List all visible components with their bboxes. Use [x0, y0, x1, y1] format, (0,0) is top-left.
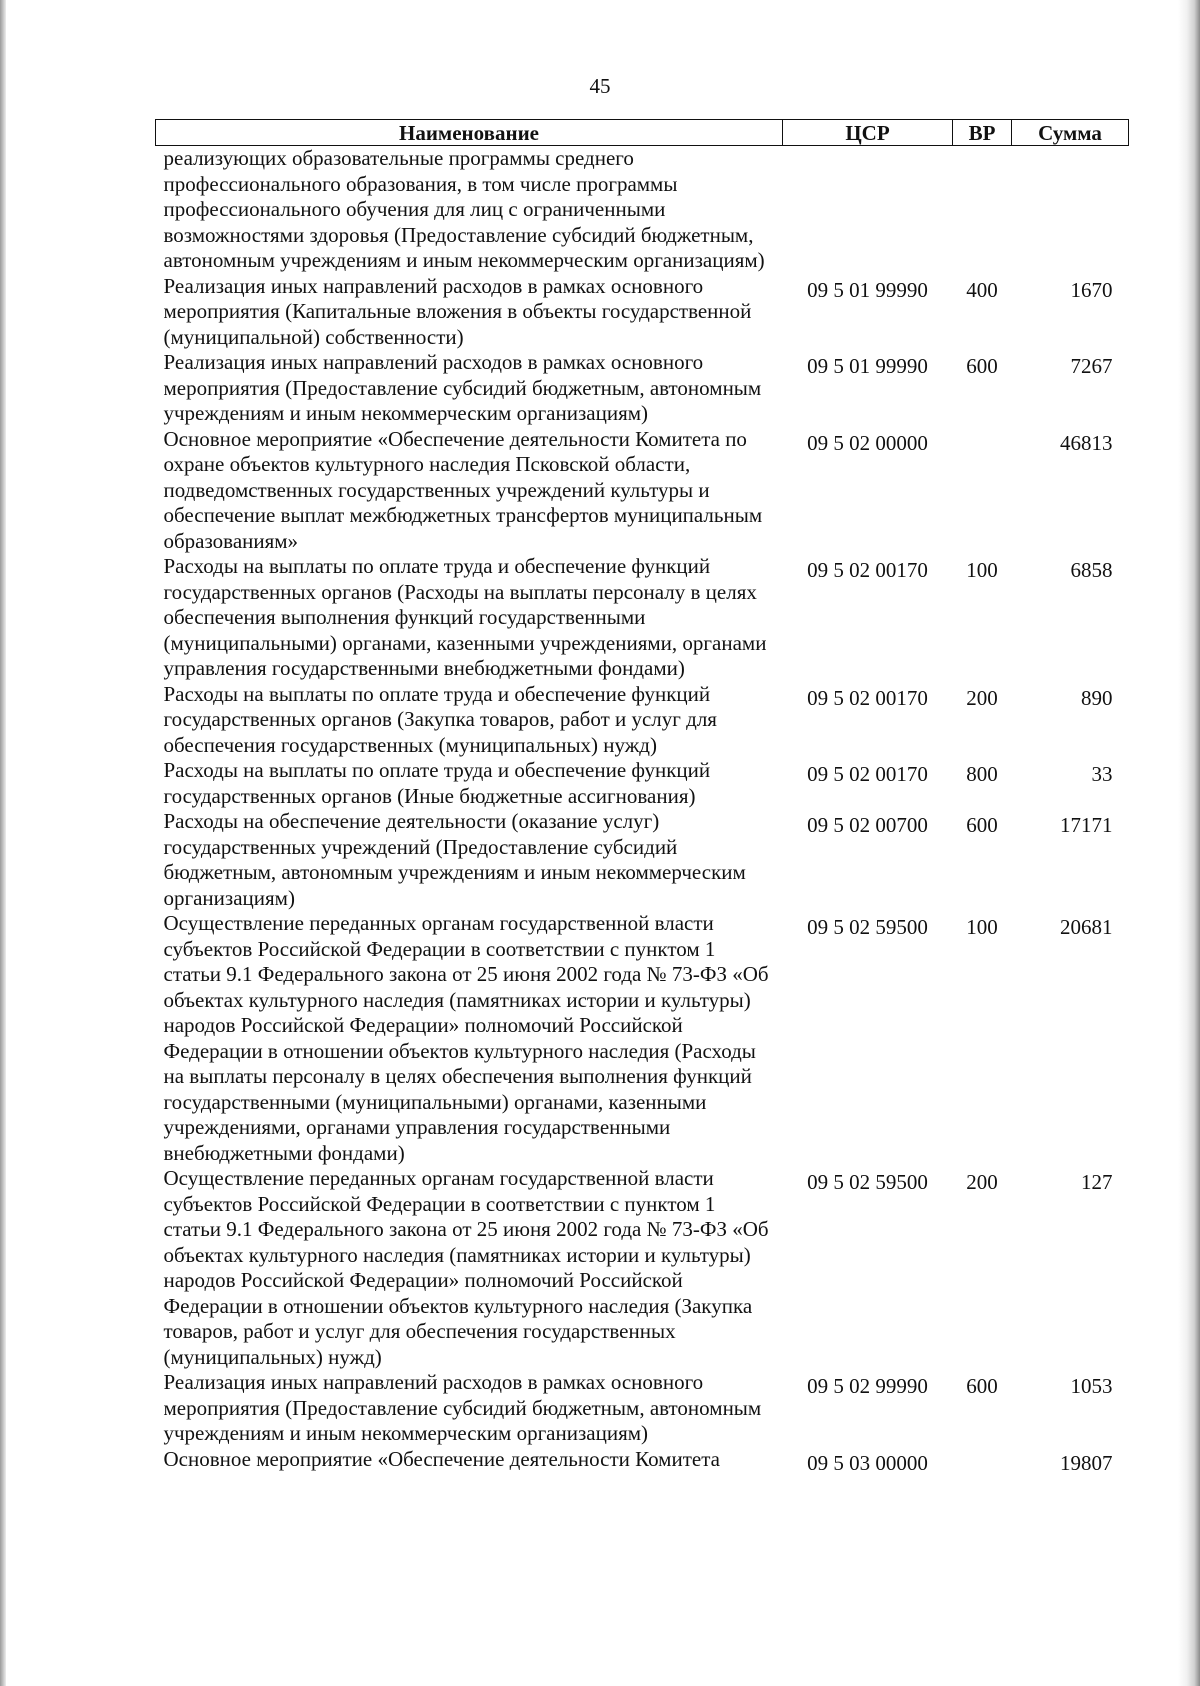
budget-table: [155, 119, 1129, 1476]
table-row: [156, 1370, 1129, 1447]
row-vr: 600: [966, 354, 998, 378]
row-sum: 1670: [1070, 277, 1113, 302]
row-name: реализующих образовательные программы среднего профессионального образования, в том числе программы профессионального обучения для лиц с ограниченными возможностями здоровья (Предоставление субсидий бюджетным, автономным учреждениям и иным некоммерческим организациям): [163, 146, 765, 272]
table-row: [156, 682, 1129, 759]
row-csr: 09 5 02 99990: [807, 1374, 928, 1398]
row-csr: 09 5 02 00170: [807, 685, 928, 710]
row-name: Реализация иных направлений расходов в рамках основного мероприятия (Предоставление субсидий бюджетным, автономным учреждениям и иным некоммерческим организациям): [163, 350, 762, 425]
row-sum: 20681: [1060, 915, 1113, 939]
table-row: [156, 146, 1129, 274]
row-csr: 09 5 03 00000: [807, 1450, 928, 1475]
table-row: [156, 1447, 1129, 1477]
table-row: [156, 1166, 1129, 1370]
table-header-row: [156, 120, 1129, 146]
row-name: Расходы на выплаты по оплате труда и обеспечение функций государственных органов (Расходы на выплаты персоналу в целях обеспечения выполнения функций государственными (муниципальными) органами, казенными учреждениями, органами управления государственными внебюджетными фондами): [163, 554, 767, 680]
row-csr: 09 5 02 59500: [807, 915, 928, 939]
row-sum: 46813: [1060, 430, 1113, 455]
row-csr: 09 5 01 99990: [807, 354, 928, 378]
table-row: [156, 554, 1129, 682]
row-csr: 09 5 02 00170: [807, 762, 928, 786]
scan-edge-right: [1178, 0, 1200, 1686]
row-vr: 600: [966, 1374, 998, 1398]
row-name: Осуществление переданных органам государственной власти субъектов Российской Федерации в соответствии с пунктом 1 статьи 9.1 Федерального закона от 25 июня 2002 года № 73-ФЗ «Об объектах культурного наследия (памятниках истории и культуры) народов Российской Федерации» полномочий Российской Федерации в отношении объектов культурного наследия (Закупка товаров, работ и услуг для обеспечения государственных (муниципальных) нужд): [163, 1166, 769, 1369]
row-sum: 1053: [1070, 1374, 1113, 1398]
row-sum: [1012, 146, 1129, 274]
page-number: 45: [589, 74, 611, 98]
row-sum: 19807: [1060, 1450, 1113, 1475]
row-name: Основное мероприятие «Обеспечение деятельности Комитета по охране объектов культурного наследия Псковской области, подведомственных государственных учреждений культуры и обеспечение выплат межбюджетных трансфертов муниципальным образованиям»: [163, 426, 763, 553]
row-name: Расходы на обеспечение деятельности (оказание услуг) государственных учреждений (Предоставление субсидий бюджетным, автономным учреждениям и иным некоммерческим организациям): [163, 809, 746, 910]
row-sum: 7267: [1070, 354, 1113, 378]
table-row: [156, 758, 1129, 809]
row-name: Расходы на выплаты по оплате труда и обеспечение функций государственных органов (Иные бюджетные ассигнования): [163, 758, 711, 808]
row-csr: 09 5 02 00700: [807, 813, 928, 837]
header-name: Наименование: [156, 120, 783, 146]
header-sum: Сумма: [1012, 120, 1129, 146]
row-vr: 600: [966, 813, 998, 837]
table-row: [156, 427, 1129, 555]
table-row: [156, 274, 1129, 351]
row-name: Осуществление переданных органам государственной власти субъектов Российской Федерации в соответствии с пунктом 1 статьи 9.1 Федерального закона от 25 июня 2002 года № 73-ФЗ «Об объектах культурного наследия (памятниках истории и культуры) народов Российской Федерации» полномочий Российской Федерации в отношении объектов культурного наследия (Расходы на выплаты персоналу в целях обеспечения выполнения функций государственными (муниципальными) органами, казенными учреждениями, органами управления государственными внебюджетными фондами): [163, 911, 769, 1165]
header-csr: ЦСР: [783, 120, 953, 146]
header-vr: ВР: [953, 120, 1012, 146]
row-name: Расходы на выплаты по оплате труда и обеспечение функций государственных органов (Закупка товаров, работ и услуг для обеспечения государственных (муниципальных) нужд): [163, 681, 717, 757]
table-row: [156, 911, 1129, 1166]
row-sum: 127: [1081, 1170, 1113, 1194]
row-csr: 09 5 02 59500: [807, 1170, 928, 1194]
row-csr: 09 5 02 00000: [807, 430, 928, 455]
row-vr: 400: [966, 277, 998, 302]
row-vr: 800: [966, 762, 998, 786]
row-vr: 200: [966, 1170, 998, 1194]
row-sum: 17171: [1060, 813, 1113, 837]
row-sum: 6858: [1070, 558, 1113, 582]
row-name: Реализация иных направлений расходов в рамках основного мероприятия (Капитальные вложения в объекты государственной (муниципальной) собственности): [163, 273, 752, 349]
row-vr: 100: [966, 558, 998, 582]
table-row: [156, 809, 1129, 911]
row-sum: 890: [1081, 685, 1113, 710]
scan-edge-left: [0, 0, 6, 1686]
row-name: Основное мероприятие «Обеспечение деятельности Комитета: [163, 1446, 720, 1471]
table-row: [156, 350, 1129, 427]
row-vr: [953, 427, 1012, 555]
row-csr: 09 5 01 99990: [807, 277, 928, 302]
row-vr: [953, 146, 1012, 274]
row-csr: [783, 146, 953, 274]
row-vr: 200: [966, 685, 998, 710]
row-sum: 33: [1091, 762, 1113, 786]
row-vr: 100: [966, 915, 998, 939]
row-vr: [953, 1447, 1012, 1477]
row-name: Реализация иных направлений расходов в рамках основного мероприятия (Предоставление субсидий бюджетным, автономным учреждениям и иным некоммерческим организациям): [163, 1370, 762, 1445]
row-csr: 09 5 02 00170: [807, 558, 928, 582]
